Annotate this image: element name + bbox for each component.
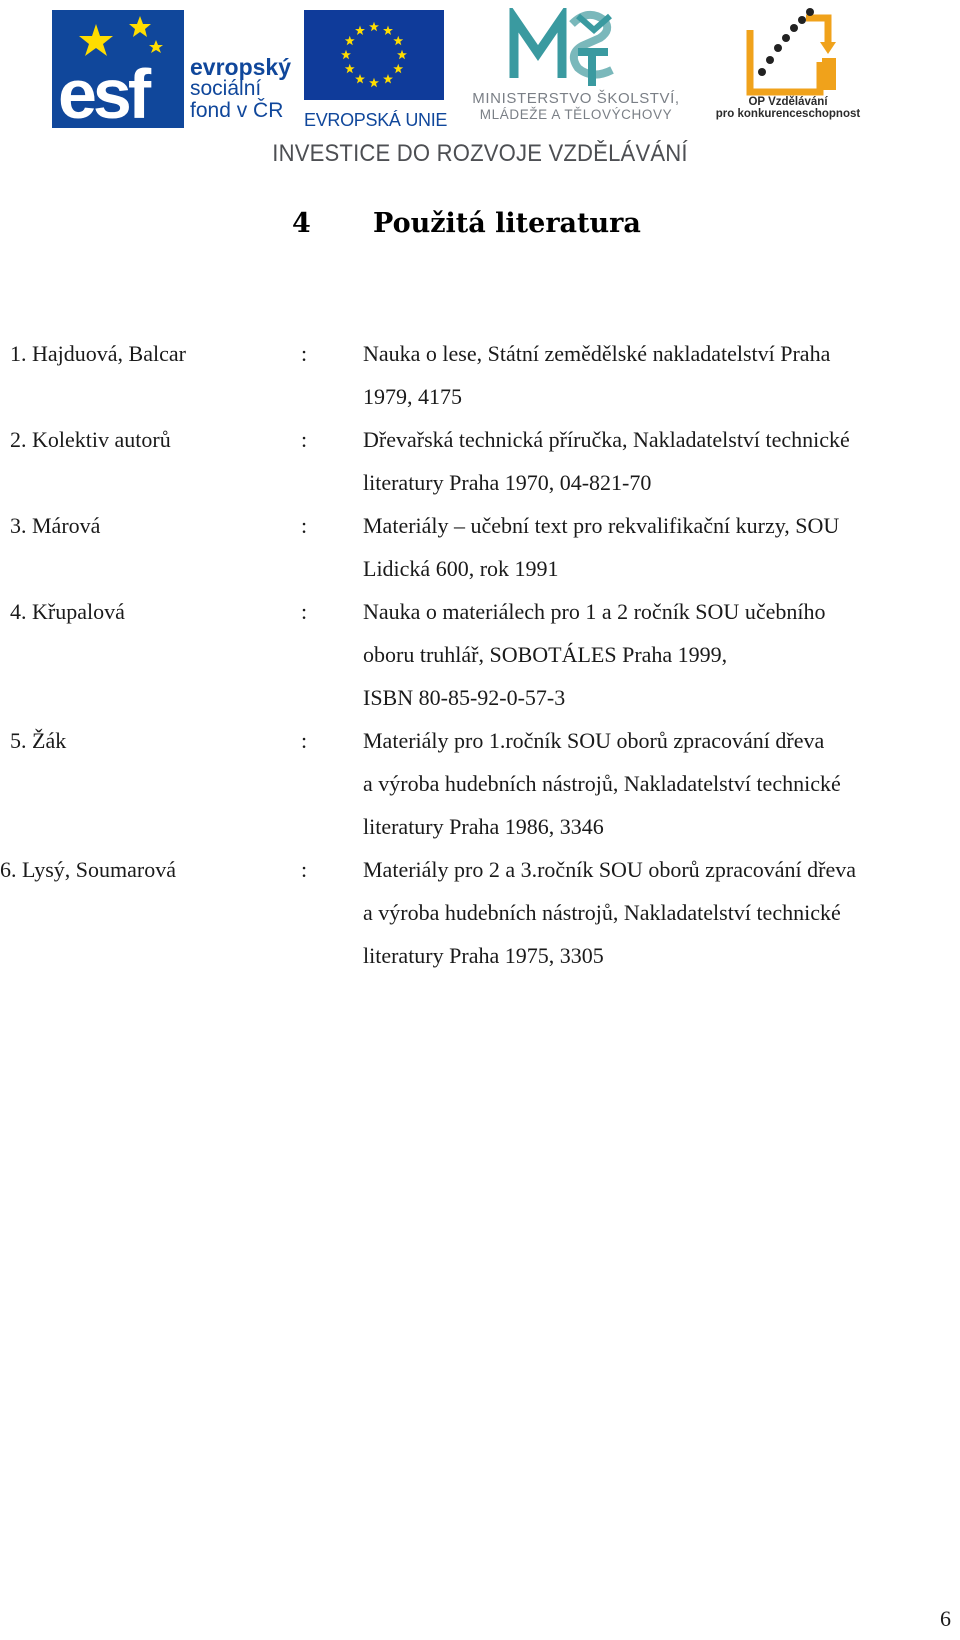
ref-5-line-1: Materiály pro 1.ročník SOU oborů zpracování dřeva [363, 728, 825, 753]
ref-3-author: 3. Márová [10, 513, 101, 538]
ref-4-line-2: oboru truhlář, SOBOTÁLES Praha 1999, [363, 642, 728, 667]
ref-3-line-2: Lidická 600, rok 1991 [363, 556, 559, 581]
ref-1-author: 1. Hajduová, Balcar [10, 341, 186, 366]
svg-text:esf: esf [58, 55, 148, 128]
esf-line-2: sociální [190, 77, 262, 100]
eu-label: EVROPSKÁ UNIE [304, 110, 448, 130]
ref-6-line-3: literatury Praha 1975, 3305 [363, 943, 604, 968]
esf-line-3: fond v ČR [190, 99, 284, 122]
section-heading [0, 208, 960, 248]
op-line-2: pro konkurenceschopnost [715, 108, 861, 120]
ref-6-line-2: a výroba hudebních nástrojů, Nakladatelství technické [363, 900, 841, 925]
section-title: Použitá literatura [373, 208, 641, 239]
op-line-1: OP Vzdělávání [748, 96, 828, 108]
ref-1-separator: : [301, 341, 308, 366]
eu-logo [304, 10, 448, 130]
ref-6-line-1: Materiály pro 2 a 3.ročník SOU oborů zpracování dřeva [363, 857, 857, 882]
esf-logo [52, 10, 290, 128]
msmt-line-2: MLÁDEŽE A TĚLOVÝCHOVY [479, 107, 673, 122]
msmt-logo [456, 8, 696, 128]
ref-6-separator: : [301, 857, 308, 882]
ref-2-author: 2. Kolektiv autorů [10, 427, 171, 452]
ref-5-line-2: a výroba hudebních nástrojů, Nakladatelství technické [363, 771, 841, 796]
esf-wordmark [190, 56, 291, 122]
ref-4-line-1: Nauka o materiálech pro 1 a 2 ročník SOU učebního [363, 599, 826, 624]
op-text [708, 96, 868, 120]
logo-banner [0, 0, 960, 175]
ref-5-separator: : [301, 728, 308, 753]
ref-1-line-2: 1979, 4175 [363, 384, 462, 409]
ref-4-author: 4. Křupalová [10, 599, 125, 624]
ref-3-line-1: Materiály – učební text pro rekvalifikační kurzy, SOU [363, 513, 840, 538]
op-mark-icon [736, 8, 840, 98]
section-number: 4 [292, 208, 311, 239]
esf-line-1: evropský [190, 54, 292, 80]
ref-6-author: 6. Lysý, Soumarová [0, 857, 176, 882]
ref-2-line-1: Dřevařská technická příručka, Nakladatelství technické [363, 427, 850, 452]
esf-mark-icon [52, 10, 184, 128]
msmt-mark-icon [508, 8, 628, 88]
msmt-text [456, 90, 696, 122]
ref-4-line-3: ISBN 80-85-92-0-57-3 [363, 685, 566, 710]
ref-2-line-2: literatury Praha 1970, 04-821-70 [363, 470, 652, 495]
op-logo [708, 8, 868, 128]
page-number: 6 [940, 1606, 951, 1631]
msmt-line-1: MINISTERSTVO ŠKOLSTVÍ, [472, 90, 680, 107]
ref-5-line-3: literatury Praha 1986, 3346 [363, 814, 604, 839]
ref-2-separator: : [301, 427, 308, 452]
eu-flag-icon [304, 10, 444, 100]
ref-1-line-1: Nauka o lese, Státní zemědělské nakladatelství Praha [363, 341, 831, 366]
ref-4-separator: : [301, 599, 308, 624]
ref-3-separator: : [301, 513, 308, 538]
slogan: INVESTICE DO ROZVOJE VZDĚLÁVÁNÍ [272, 140, 688, 167]
ref-5-author: 5. Žák [10, 728, 67, 753]
